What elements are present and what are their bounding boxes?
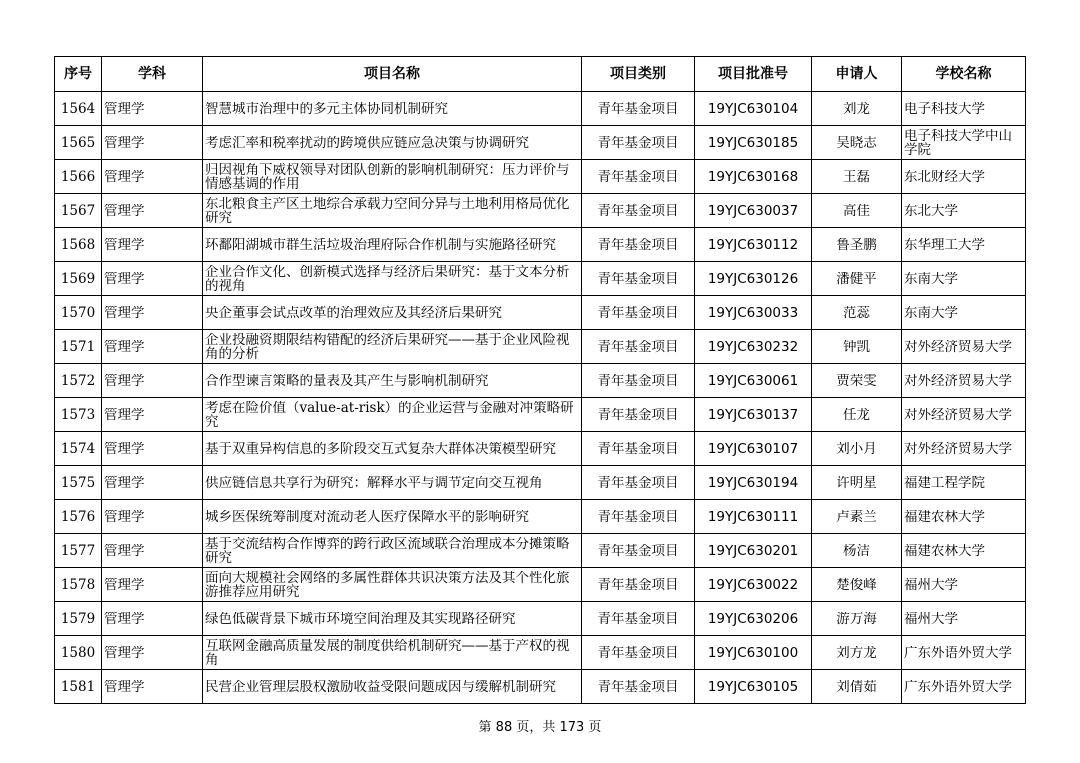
cell-no: [55, 534, 102, 568]
cell-applicant-text: 杨洁: [843, 543, 870, 558]
cell-category: [582, 364, 695, 398]
cell-school-text: 电子科技大学: [904, 101, 985, 116]
cell-project-name-text: 供应链信息共享行为研究：解释水平与调节定向交互视角: [205, 475, 543, 490]
cell-school-text: 东南大学: [904, 305, 958, 320]
cell-school: [902, 92, 1026, 126]
cell-applicant: [812, 262, 902, 296]
table-row: [55, 670, 1026, 704]
cell-school-text: 广东外语外贸大学: [904, 645, 1012, 660]
cell-category-text: 青年基金项目: [597, 407, 679, 422]
cell-category-text: 青年基金项目: [597, 441, 679, 456]
cell-school-text: 电子科技大学中山学院: [904, 128, 1012, 157]
cell-approval-no: [695, 364, 812, 398]
cell-applicant: [812, 602, 902, 636]
cell-category: [582, 466, 695, 500]
cell-subject-text: 管理学: [104, 407, 145, 422]
cell-school-text: 东北财经大学: [904, 169, 985, 184]
cell-applicant: [812, 568, 902, 602]
cell-applicant-text: 吴晓志: [836, 135, 877, 150]
cell-subject-text: 管理学: [104, 339, 145, 354]
cell-project-name-text: 企业投融资期限结构错配的经济后果研究——基于企业风险视角的分析: [205, 332, 570, 361]
table-body: [55, 92, 1026, 704]
cell-category-text: 青年基金项目: [597, 169, 679, 184]
table-row: [55, 432, 1026, 466]
cell-project-name-text: 智慧城市治理中的多元主体协同机制研究: [205, 101, 448, 116]
table-row: [55, 92, 1026, 126]
cell-project-name: [203, 262, 582, 296]
cell-category: [582, 636, 695, 670]
cell-project-name-text: 东北粮食主产区土地综合承载力空间分异与土地利用格局优化研究: [205, 196, 570, 225]
cell-applicant: [812, 534, 902, 568]
cell-subject: [102, 194, 203, 228]
cell-approval-no: [695, 432, 812, 466]
cell-subject: [102, 296, 203, 330]
cell-category: [582, 194, 695, 228]
cell-project-name: [203, 432, 582, 466]
cell-approval-no-text: 19YJC630033: [707, 305, 799, 320]
cell-no-text: 1569: [60, 271, 96, 286]
cell-applicant-text: 高佳: [843, 203, 870, 218]
cell-subject: [102, 670, 203, 704]
cell-no-text: 1564: [60, 101, 96, 116]
cell-category-text: 青年基金项目: [597, 543, 679, 558]
table-row: [55, 534, 1026, 568]
cell-category-text: 青年基金项目: [597, 135, 679, 150]
cell-project-name: [203, 500, 582, 534]
cell-school: [902, 500, 1026, 534]
cell-applicant-text: 贾荣雯: [836, 373, 877, 388]
cell-approval-no: [695, 194, 812, 228]
cell-project-name: [203, 92, 582, 126]
cell-applicant-text: 卢素兰: [836, 509, 877, 524]
cell-category: [582, 262, 695, 296]
cell-subject: [102, 92, 203, 126]
cell-project-name-text: 绿色低碳背景下城市环境空间治理及其实现路径研究: [205, 611, 516, 626]
cell-no: [55, 466, 102, 500]
table-row: [55, 500, 1026, 534]
cell-category-text: 青年基金项目: [597, 271, 679, 286]
cell-applicant-text: 游万海: [836, 611, 877, 626]
cell-no-text: 1571: [60, 339, 96, 354]
cell-school-text: 福州大学: [904, 611, 958, 626]
cell-project-name: [203, 330, 582, 364]
cell-no: [55, 670, 102, 704]
cell-school: [902, 466, 1026, 500]
cell-project-name: [203, 602, 582, 636]
cell-approval-no-text: 19YJC630061: [707, 373, 799, 388]
cell-subject-text: 管理学: [104, 101, 145, 116]
cell-project-name-text: 央企董事会试点改革的治理效应及其经济后果研究: [205, 305, 502, 320]
cell-approval-no-text: 19YJC630232: [707, 339, 799, 354]
cell-approval-no-text: 19YJC630037: [707, 203, 799, 218]
project-table: [54, 56, 1026, 704]
cell-project-name: [203, 636, 582, 670]
cell-project-name-text: 归因视角下威权领导对团队创新的影响机制研究：压力评价与情感基调的作用: [205, 162, 570, 191]
cell-applicant-text: 楚俊峰: [836, 577, 877, 592]
cell-project-name-text: 城乡医保统筹制度对流动老人医疗保障水平的影响研究: [205, 509, 529, 524]
cell-applicant: [812, 160, 902, 194]
cell-project-name-text: 考虑汇率和税率扰动的跨境供应链应急决策与协调研究: [205, 135, 529, 150]
cell-category-text: 青年基金项目: [597, 373, 679, 388]
cell-no-text: 1570: [60, 305, 96, 320]
cell-applicant-text: 刘小月: [836, 441, 877, 456]
cell-subject-text: 管理学: [104, 169, 145, 184]
cell-subject: [102, 466, 203, 500]
cell-applicant: [812, 92, 902, 126]
cell-project-name: [203, 364, 582, 398]
cell-approval-no: [695, 160, 812, 194]
cell-no: [55, 92, 102, 126]
cell-subject: [102, 330, 203, 364]
cell-project-name-text: 民营企业管理层股权激励收益受限问题成因与缓解机制研究: [205, 679, 556, 694]
cell-school: [902, 262, 1026, 296]
cell-applicant: [812, 126, 902, 160]
cell-applicant: [812, 364, 902, 398]
cell-subject: [102, 602, 203, 636]
cell-no: [55, 228, 102, 262]
cell-school-text: 福建农林大学: [904, 509, 985, 524]
cell-approval-no-text: 19YJC630126: [707, 271, 799, 286]
cell-no-text: 1572: [60, 373, 96, 388]
cell-approval-no-text: 19YJC630194: [707, 475, 799, 490]
cell-project-name: [203, 534, 582, 568]
table-row: [55, 126, 1026, 160]
cell-project-name: [203, 228, 582, 262]
table-row: [55, 262, 1026, 296]
cell-school-text: 福州大学: [904, 577, 958, 592]
cell-approval-no-text: 19YJC630105: [707, 679, 799, 694]
cell-school-text: 福建工程学院: [904, 475, 985, 490]
cell-applicant-text: 刘倩茹: [836, 679, 877, 694]
cell-project-name: [203, 670, 582, 704]
header-school: 学校名称: [902, 57, 1026, 92]
cell-project-name: [203, 466, 582, 500]
cell-applicant: [812, 670, 902, 704]
header-project-name: 项目名称: [203, 57, 582, 92]
table-row: [55, 466, 1026, 500]
cell-project-name-text: 合作型谏言策略的量表及其产生与影响机制研究: [205, 373, 489, 388]
cell-school: [902, 602, 1026, 636]
cell-school-text: 对外经济贸易大学: [904, 339, 1012, 354]
cell-no-text: 1575: [60, 475, 96, 490]
cell-subject-text: 管理学: [104, 441, 145, 456]
cell-subject: [102, 364, 203, 398]
table-row: [55, 296, 1026, 330]
cell-subject-text: 管理学: [104, 373, 145, 388]
table-row: [55, 228, 1026, 262]
cell-approval-no-text: 19YJC630137: [707, 407, 799, 422]
cell-school-text: 广东外语外贸大学: [904, 679, 1012, 694]
cell-category: [582, 228, 695, 262]
cell-no-text: 1574: [60, 441, 96, 456]
cell-subject-text: 管理学: [104, 611, 145, 626]
cell-category: [582, 432, 695, 466]
cell-applicant-text: 潘健平: [836, 271, 877, 286]
cell-school-text: 东北大学: [904, 203, 958, 218]
cell-project-name-text: 基于双重异构信息的多阶段交互式复杂大群体决策模型研究: [205, 441, 556, 456]
cell-applicant-text: 钟凯: [843, 339, 870, 354]
cell-subject: [102, 500, 203, 534]
cell-category-text: 青年基金项目: [597, 509, 679, 524]
cell-approval-no: [695, 636, 812, 670]
cell-project-name-text: 面向大规模社会网络的多属性群体共识决策方法及其个性化旅游推荐应用研究: [205, 570, 570, 599]
cell-applicant-text: 范蕊: [843, 305, 870, 320]
cell-subject: [102, 432, 203, 466]
cell-subject: [102, 398, 203, 432]
cell-category-text: 青年基金项目: [597, 237, 679, 252]
cell-no: [55, 330, 102, 364]
cell-project-name: [203, 126, 582, 160]
cell-school: [902, 330, 1026, 364]
cell-subject-text: 管理学: [104, 509, 145, 524]
cell-school-text: 东华理工大学: [904, 237, 985, 252]
page-footer: 第 88 页，共 173 页: [478, 720, 602, 735]
cell-approval-no: [695, 262, 812, 296]
cell-applicant-text: 鲁圣鹏: [836, 237, 877, 252]
cell-applicant-text: 王磊: [843, 169, 870, 184]
cell-subject: [102, 126, 203, 160]
cell-project-name: [203, 194, 582, 228]
cell-project-name: [203, 160, 582, 194]
cell-category-text: 青年基金项目: [597, 577, 679, 592]
cell-applicant-text: 任龙: [843, 407, 870, 422]
cell-school: [902, 126, 1026, 160]
cell-category: [582, 92, 695, 126]
cell-subject-text: 管理学: [104, 271, 145, 286]
cell-no-text: 1579: [60, 611, 96, 626]
table-row: [55, 568, 1026, 602]
table-row: [55, 398, 1026, 432]
cell-project-name-text: 互联网金融高质量发展的制度供给机制研究——基于产权的视角: [205, 638, 570, 667]
cell-school-text: 福建农林大学: [904, 543, 985, 558]
cell-subject: [102, 568, 203, 602]
cell-approval-no-text: 19YJC630107: [707, 441, 799, 456]
cell-subject-text: 管理学: [104, 577, 145, 592]
cell-category: [582, 126, 695, 160]
cell-approval-no-text: 19YJC630111: [707, 509, 799, 524]
cell-applicant: [812, 466, 902, 500]
cell-approval-no-text: 19YJC630100: [707, 645, 799, 660]
cell-project-name-text: 环鄱阳湖城市群生活垃圾治理府际合作机制与实施路径研究: [205, 237, 556, 252]
cell-project-name: [203, 398, 582, 432]
cell-approval-no: [695, 602, 812, 636]
cell-approval-no: [695, 296, 812, 330]
cell-approval-no: [695, 500, 812, 534]
cell-approval-no-text: 19YJC630104: [707, 101, 799, 116]
cell-approval-no: [695, 670, 812, 704]
cell-subject: [102, 160, 203, 194]
cell-project-name-text: 考虑在险价值（value-at-risk）的企业运营与金融对冲策略研究: [205, 400, 574, 429]
cell-no: [55, 296, 102, 330]
cell-applicant: [812, 432, 902, 466]
cell-subject: [102, 228, 203, 262]
cell-subject-text: 管理学: [104, 203, 145, 218]
cell-approval-no-text: 19YJC630201: [707, 543, 799, 558]
cell-category-text: 青年基金项目: [597, 611, 679, 626]
cell-approval-no: [695, 92, 812, 126]
cell-subject-text: 管理学: [104, 237, 145, 252]
cell-category-text: 青年基金项目: [597, 475, 679, 490]
cell-no-text: 1566: [60, 169, 96, 184]
cell-category: [582, 160, 695, 194]
header-category: 项目类别: [582, 57, 695, 92]
cell-school: [902, 670, 1026, 704]
table-row: [55, 330, 1026, 364]
cell-no: [55, 262, 102, 296]
cell-project-name-text: 企业合作文化、创新模式选择与经济后果研究：基于文本分析的视角: [205, 264, 570, 293]
cell-no: [55, 432, 102, 466]
cell-no: [55, 398, 102, 432]
table-row: [55, 194, 1026, 228]
cell-school: [902, 364, 1026, 398]
cell-no: [55, 160, 102, 194]
cell-approval-no: [695, 568, 812, 602]
cell-approval-no: [695, 534, 812, 568]
cell-no-text: 1578: [60, 577, 96, 592]
cell-approval-no-text: 19YJC630022: [707, 577, 799, 592]
cell-no-text: 1577: [60, 543, 96, 558]
cell-approval-no-text: 19YJC630206: [707, 611, 799, 626]
cell-subject-text: 管理学: [104, 135, 145, 150]
cell-subject: [102, 262, 203, 296]
cell-approval-no: [695, 228, 812, 262]
cell-applicant-text: 刘方龙: [836, 645, 877, 660]
cell-no-text: 1565: [60, 135, 96, 150]
cell-category: [582, 568, 695, 602]
table-row: [55, 636, 1026, 670]
cell-category: [582, 296, 695, 330]
cell-category: [582, 670, 695, 704]
cell-subject: [102, 534, 203, 568]
cell-school: [902, 160, 1026, 194]
cell-school-text: 对外经济贸易大学: [904, 441, 1012, 456]
cell-school-text: 对外经济贸易大学: [904, 407, 1012, 422]
cell-project-name: [203, 296, 582, 330]
cell-no-text: 1568: [60, 237, 96, 252]
header-subject: 学科: [102, 57, 203, 92]
cell-applicant-text: 刘龙: [843, 101, 870, 116]
cell-no: [55, 602, 102, 636]
cell-school: [902, 636, 1026, 670]
table-row: [55, 602, 1026, 636]
cell-no-text: 1573: [60, 407, 96, 422]
cell-applicant: [812, 194, 902, 228]
cell-category-text: 青年基金项目: [597, 339, 679, 354]
table-row: [55, 364, 1026, 398]
cell-school: [902, 568, 1026, 602]
cell-subject-text: 管理学: [104, 475, 145, 490]
cell-applicant: [812, 228, 902, 262]
cell-category: [582, 534, 695, 568]
cell-no: [55, 194, 102, 228]
cell-no: [55, 126, 102, 160]
cell-applicant: [812, 500, 902, 534]
cell-school: [902, 228, 1026, 262]
cell-category: [582, 500, 695, 534]
cell-category-text: 青年基金项目: [597, 645, 679, 660]
cell-approval-no-text: 19YJC630185: [707, 135, 799, 150]
cell-no-text: 1576: [60, 509, 96, 524]
cell-category-text: 青年基金项目: [597, 679, 679, 694]
cell-category-text: 青年基金项目: [597, 203, 679, 218]
cell-no: [55, 364, 102, 398]
cell-approval-no: [695, 466, 812, 500]
cell-applicant: [812, 636, 902, 670]
table-header-row: [55, 57, 1026, 92]
cell-category-text: 青年基金项目: [597, 101, 679, 116]
cell-applicant-text: 许明星: [836, 475, 877, 490]
header-approval-no: 项目批准号: [695, 57, 812, 92]
cell-applicant: [812, 296, 902, 330]
cell-no-text: 1581: [60, 679, 96, 694]
cell-subject-text: 管理学: [104, 645, 145, 660]
cell-applicant: [812, 398, 902, 432]
cell-subject-text: 管理学: [104, 543, 145, 558]
cell-category: [582, 330, 695, 364]
cell-school: [902, 398, 1026, 432]
cell-approval-no: [695, 126, 812, 160]
cell-no-text: 1580: [60, 645, 96, 660]
cell-no-text: 1567: [60, 203, 96, 218]
cell-project-name-text: 基于交流结构合作博弈的跨行政区流域联合治理成本分摊策略研究: [205, 536, 570, 565]
cell-school: [902, 194, 1026, 228]
cell-no: [55, 568, 102, 602]
cell-approval-no-text: 19YJC630112: [707, 237, 799, 252]
cell-category: [582, 398, 695, 432]
cell-school: [902, 534, 1026, 568]
cell-project-name: [203, 568, 582, 602]
cell-no: [55, 636, 102, 670]
cell-school-text: 东南大学: [904, 271, 958, 286]
cell-approval-no: [695, 398, 812, 432]
cell-school-text: 对外经济贸易大学: [904, 373, 1012, 388]
cell-subject-text: 管理学: [104, 679, 145, 694]
table-row: [55, 160, 1026, 194]
cell-school: [902, 432, 1026, 466]
cell-approval-no-text: 19YJC630168: [707, 169, 799, 184]
header-applicant: 申请人: [812, 57, 902, 92]
header-no: 序号: [55, 57, 102, 92]
cell-category-text: 青年基金项目: [597, 305, 679, 320]
cell-approval-no: [695, 330, 812, 364]
cell-no: [55, 500, 102, 534]
cell-school: [902, 296, 1026, 330]
cell-subject-text: 管理学: [104, 305, 145, 320]
cell-applicant: [812, 330, 902, 364]
cell-category: [582, 602, 695, 636]
cell-subject: [102, 636, 203, 670]
